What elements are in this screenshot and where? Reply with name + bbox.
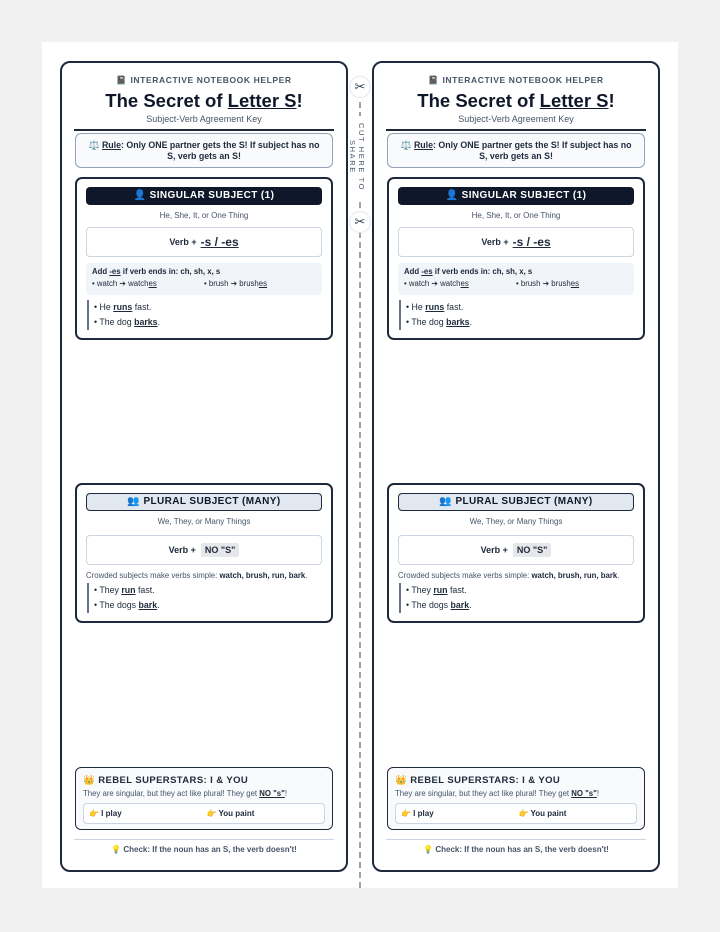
rebel-title: 👑 REBEL SUPERSTARS: I & YOU xyxy=(83,775,249,786)
es-example-brush: • brush ➔ brushes xyxy=(516,279,580,288)
page-title: The Secret of Letter S! xyxy=(105,90,303,111)
worksheet-page xyxy=(42,42,678,888)
rebel-example-you: 👉 You paint xyxy=(206,809,255,818)
singular-card xyxy=(75,177,333,340)
kicker: 📓 INTERACTIVE NOTEBOOK HELPER xyxy=(116,75,292,85)
scale-icon: ⚖️ xyxy=(400,140,412,150)
list-item: • They run fast. xyxy=(406,585,467,595)
rule-box xyxy=(387,133,645,168)
footer-tip: 💡 Check: If the noun has an S, the verb doesn't! xyxy=(111,845,297,854)
scissors-icon: ✂ xyxy=(349,76,371,98)
list-item: • The dog barks. xyxy=(406,317,473,327)
notebook-panel-right xyxy=(372,61,660,872)
singular-card xyxy=(387,177,645,340)
rule-label: Rule xyxy=(413,140,434,150)
list-item: • He runs fast. xyxy=(94,302,152,312)
singular-subjects: He, She, It, or One Thing xyxy=(471,211,561,220)
singular-examples xyxy=(399,300,634,330)
rule-text: : Only ONE partner gets the S! If subject has no S, verb gets an S! xyxy=(121,140,320,161)
scissors-icon: ✂ xyxy=(349,211,371,233)
rule-label: Rule xyxy=(101,140,122,150)
header-divider xyxy=(74,129,334,131)
plural-card xyxy=(75,483,333,623)
rebel-example-i: 👉 I play xyxy=(89,809,122,818)
es-example-watch: • watch ➔ watches xyxy=(92,279,157,288)
singular-subjects: He, She, It, or One Thing xyxy=(159,211,249,220)
rule-box xyxy=(75,133,333,168)
es-rule-box: Add -es if verb ends in: ch, sh, x, s • watch ➔ watches • brush ➔ brushes xyxy=(86,263,322,295)
es-rule-box: Add -es if verb ends in: ch, sh, x, s • watch ➔ watches • brush ➔ brushes xyxy=(398,263,634,295)
list-item: • The dog barks. xyxy=(94,317,161,327)
singular-banner: 👤 SINGULAR SUBJECT (1) xyxy=(86,187,322,205)
panel-header xyxy=(62,75,346,124)
footer-divider xyxy=(74,839,334,840)
list-item: • They run fast. xyxy=(94,585,155,595)
crowded-note: Crowded subjects make verbs simple: watch, brush, run, bark. xyxy=(86,571,308,580)
singular-examples xyxy=(87,300,322,330)
rebel-title: 👑 REBEL SUPERSTARS: I & YOU xyxy=(395,775,561,786)
page-title: The Secret of Letter S! xyxy=(417,90,615,111)
scale-icon: ⚖️ xyxy=(88,140,100,150)
plural-banner: 👥 PLURAL SUBJECT (MANY) xyxy=(398,493,634,511)
plural-examples xyxy=(399,583,634,613)
rebel-examples xyxy=(395,803,637,824)
plural-subjects: We, They, or Many Things xyxy=(469,517,563,526)
rule-text: : Only ONE partner gets the S! If subject has no S, verb gets an S! xyxy=(433,140,632,161)
list-item: • He runs fast. xyxy=(406,302,464,312)
list-item: • The dogs bark. xyxy=(94,600,160,610)
rebel-example-i: 👉 I play xyxy=(401,809,434,818)
cut-line xyxy=(359,82,361,888)
rebel-subtitle: They are singular, but they act like plural! They get NO "s"! xyxy=(83,789,288,798)
plural-banner: 👥 PLURAL SUBJECT (MANY) xyxy=(86,493,322,511)
rebel-examples xyxy=(83,803,325,824)
footer-tip: 💡 Check: If the noun has an S, the verb doesn't! xyxy=(423,845,609,854)
plural-examples xyxy=(87,583,322,613)
es-example-watch: • watch ➔ watches xyxy=(404,279,469,288)
page-subtitle: Subject-Verb Agreement Key xyxy=(146,114,262,124)
rebel-example-you: 👉 You paint xyxy=(518,809,567,818)
rebel-superstars-box xyxy=(75,767,333,830)
rebel-subtitle: They are singular, but they act like plural! They get NO "s"! xyxy=(395,789,600,798)
singular-formula: Verb + -s / -es xyxy=(398,227,634,257)
rebel-superstars-box xyxy=(387,767,645,830)
singular-formula: Verb + -s / -es xyxy=(86,227,322,257)
plural-formula: Verb + NO "S" xyxy=(86,535,322,565)
notebook-panel-left xyxy=(60,61,348,872)
plural-card xyxy=(387,483,645,623)
panel-header xyxy=(374,75,658,124)
kicker: 📓 INTERACTIVE NOTEBOOK HELPER xyxy=(428,75,604,85)
singular-banner: 👤 SINGULAR SUBJECT (1) xyxy=(398,187,634,205)
plural-formula: Verb + NO "S" xyxy=(398,535,634,565)
list-item: • The dogs bark. xyxy=(406,600,472,610)
plural-subjects: We, They, or Many Things xyxy=(157,517,251,526)
crowded-note: Crowded subjects make verbs simple: watch, brush, run, bark. xyxy=(398,571,620,580)
footer-divider xyxy=(386,839,646,840)
cut-label: CUT HERE TO SHARE xyxy=(354,116,366,198)
es-example-brush: • brush ➔ brushes xyxy=(204,279,268,288)
page-subtitle: Subject-Verb Agreement Key xyxy=(458,114,574,124)
header-divider xyxy=(386,129,646,131)
